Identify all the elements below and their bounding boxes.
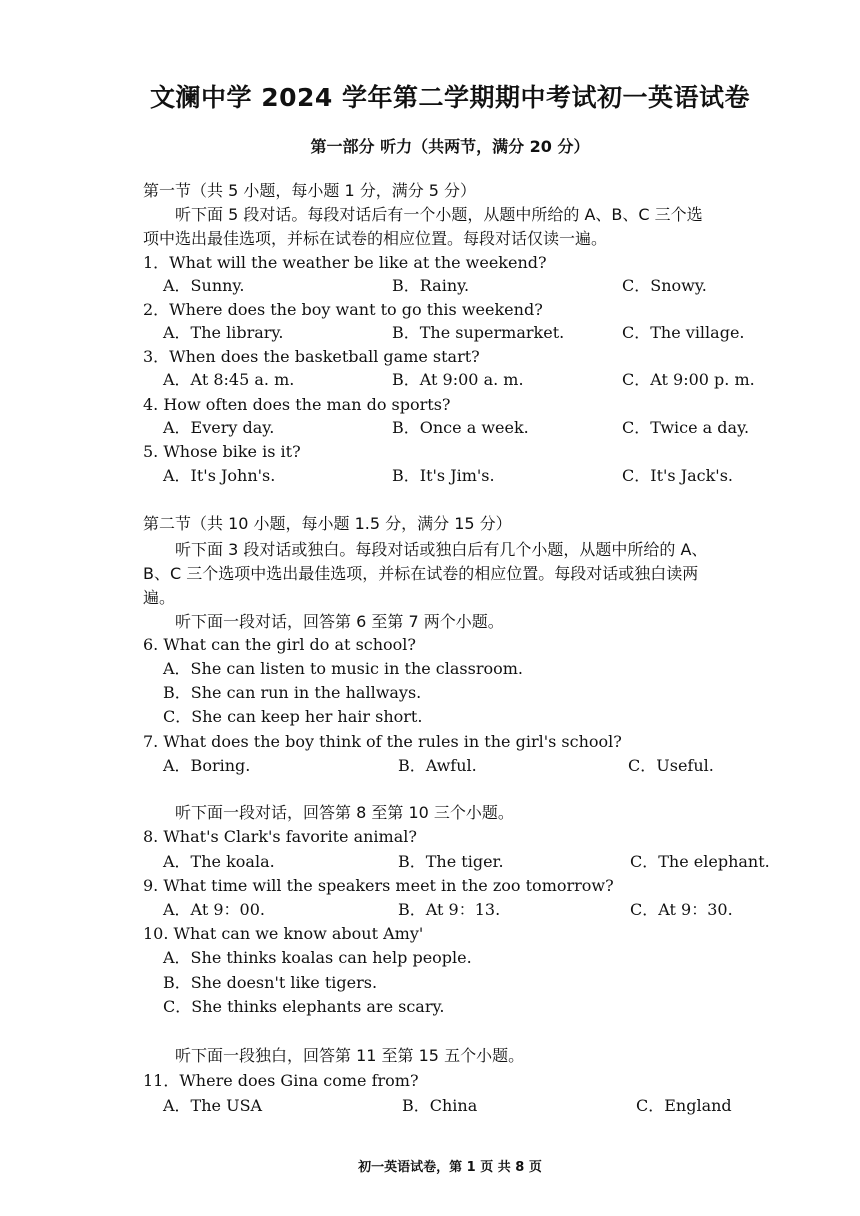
question-3-option-c: C．At 9:00 p. m. bbox=[622, 370, 755, 389]
monologue-group-3-instruction: 听下面一段独白，回答第 11 至第 15 五个小题。 bbox=[175, 1046, 525, 1065]
question-7-option-c: C．Useful. bbox=[628, 756, 714, 775]
section1-instruction-line2: 项中选出最佳选项，并标在试卷的相应位置。每段对话仅读一遍。 bbox=[143, 229, 608, 248]
question-8-stem: 8. What's Clark's favorite animal? bbox=[143, 827, 417, 846]
question-6-stem: 6. What can the girl do at school? bbox=[143, 635, 416, 654]
exam-title: 文澜中学 2024 学年第二学期期中考试初一英语试卷 bbox=[150, 83, 750, 112]
question-8-option-a: A．The koala. bbox=[163, 852, 275, 871]
question-5-option-a: A．It's John's. bbox=[163, 466, 276, 485]
question-4-stem: 4. How often does the man do sports? bbox=[143, 395, 451, 414]
section1-heading: 第一节（共 5 小题，每小题 1 分，满分 5 分） bbox=[143, 181, 477, 200]
question-8-option-b: B．The tiger. bbox=[398, 852, 504, 871]
question-11-option-c: C．England bbox=[636, 1096, 732, 1115]
question-6-option-c: C．She can keep her hair short. bbox=[163, 707, 423, 726]
question-2-option-a: A．The library. bbox=[163, 323, 284, 342]
page-footer: 初一英语试卷，第 1 页 共 8 页 bbox=[358, 1160, 542, 1175]
question-1-stem: 1．What will the weather be like at the weekend? bbox=[143, 253, 547, 272]
section1-instruction-line1: 听下面 5 段对话。每段对话后有一个小题，从题中所给的 A、B、C 三个选 bbox=[175, 205, 703, 224]
question-10-option-a: A．She thinks koalas can help people. bbox=[163, 948, 472, 967]
question-1-option-c: C．Snowy. bbox=[622, 276, 707, 295]
question-3-option-b: B．At 9:00 a. m. bbox=[392, 370, 524, 389]
question-9-option-c: C．At 9：30. bbox=[630, 900, 733, 919]
question-5-stem: 5. Whose bike is it? bbox=[143, 442, 301, 461]
question-8-option-c: C．The elephant. bbox=[630, 852, 770, 871]
question-7-stem: 7. What does the boy think of the rules in the girl's school? bbox=[143, 732, 622, 751]
question-4-option-b: B．Once a week. bbox=[392, 418, 529, 437]
question-5-option-c: C．It's Jack's. bbox=[622, 466, 733, 485]
question-11-option-b: B．China bbox=[402, 1096, 478, 1115]
question-10-option-b: B．She doesn't like tigers. bbox=[163, 973, 378, 992]
question-10-stem: 10. What can we know about Amy' bbox=[143, 924, 424, 943]
question-9-option-b: B．At 9：13. bbox=[398, 900, 501, 919]
question-6-option-a: A．She can listen to music in the classroom. bbox=[163, 659, 524, 678]
question-2-option-b: B．The supermarket. bbox=[392, 323, 565, 342]
question-2-option-c: C．The village. bbox=[622, 323, 745, 342]
question-4-option-c: C．Twice a day. bbox=[622, 418, 750, 437]
dialogue-group-2-instruction: 听下面一段对话，回答第 8 至第 10 三个小题。 bbox=[175, 803, 514, 822]
question-3-stem: 3．When does the basketball game start? bbox=[143, 347, 480, 366]
question-7-option-b: B．Awful. bbox=[398, 756, 477, 775]
question-10-option-c: C．She thinks elephants are scary. bbox=[163, 997, 445, 1016]
section2-instruction-line1: 听下面 3 段对话或独白。每段对话或独白后有几个小题，从题中所给的 A、 bbox=[175, 540, 708, 559]
question-5-option-b: B．It's Jim's. bbox=[392, 466, 495, 485]
question-4-option-a: A．Every day. bbox=[163, 418, 275, 437]
section2-instruction-line3: 遍。 bbox=[143, 588, 176, 607]
question-6-option-b: B．She can run in the hallways. bbox=[163, 683, 422, 702]
question-2-stem: 2．Where does the boy want to go this weekend? bbox=[143, 300, 543, 319]
dialogue-group-1-instruction: 听下面一段对话，回答第 6 至第 7 两个小题。 bbox=[175, 612, 504, 631]
question-7-option-a: A．Boring. bbox=[163, 756, 251, 775]
question-1-option-b: B．Rainy. bbox=[392, 276, 470, 295]
section2-instruction-line2: B、C 三个选项中选出最佳选项，并标在试卷的相应位置。每段对话或独白读两 bbox=[143, 564, 699, 583]
section2-heading: 第二节（共 10 小题，每小题 1.5 分，满分 15 分） bbox=[143, 514, 512, 533]
question-9-stem: 9. What time will the speakers meet in the zoo tomorrow? bbox=[143, 876, 614, 895]
question-9-option-a: A．At 9：00. bbox=[163, 900, 265, 919]
question-1-option-a: A．Sunny. bbox=[163, 276, 245, 295]
question-11-option-a: A．The USA bbox=[163, 1096, 263, 1115]
question-3-option-a: A．At 8:45 a. m. bbox=[163, 370, 295, 389]
question-11-stem: 11．Where does Gina come from? bbox=[143, 1071, 419, 1090]
part-title: 第一部分 听力（共两节，满分 20 分） bbox=[310, 137, 590, 156]
